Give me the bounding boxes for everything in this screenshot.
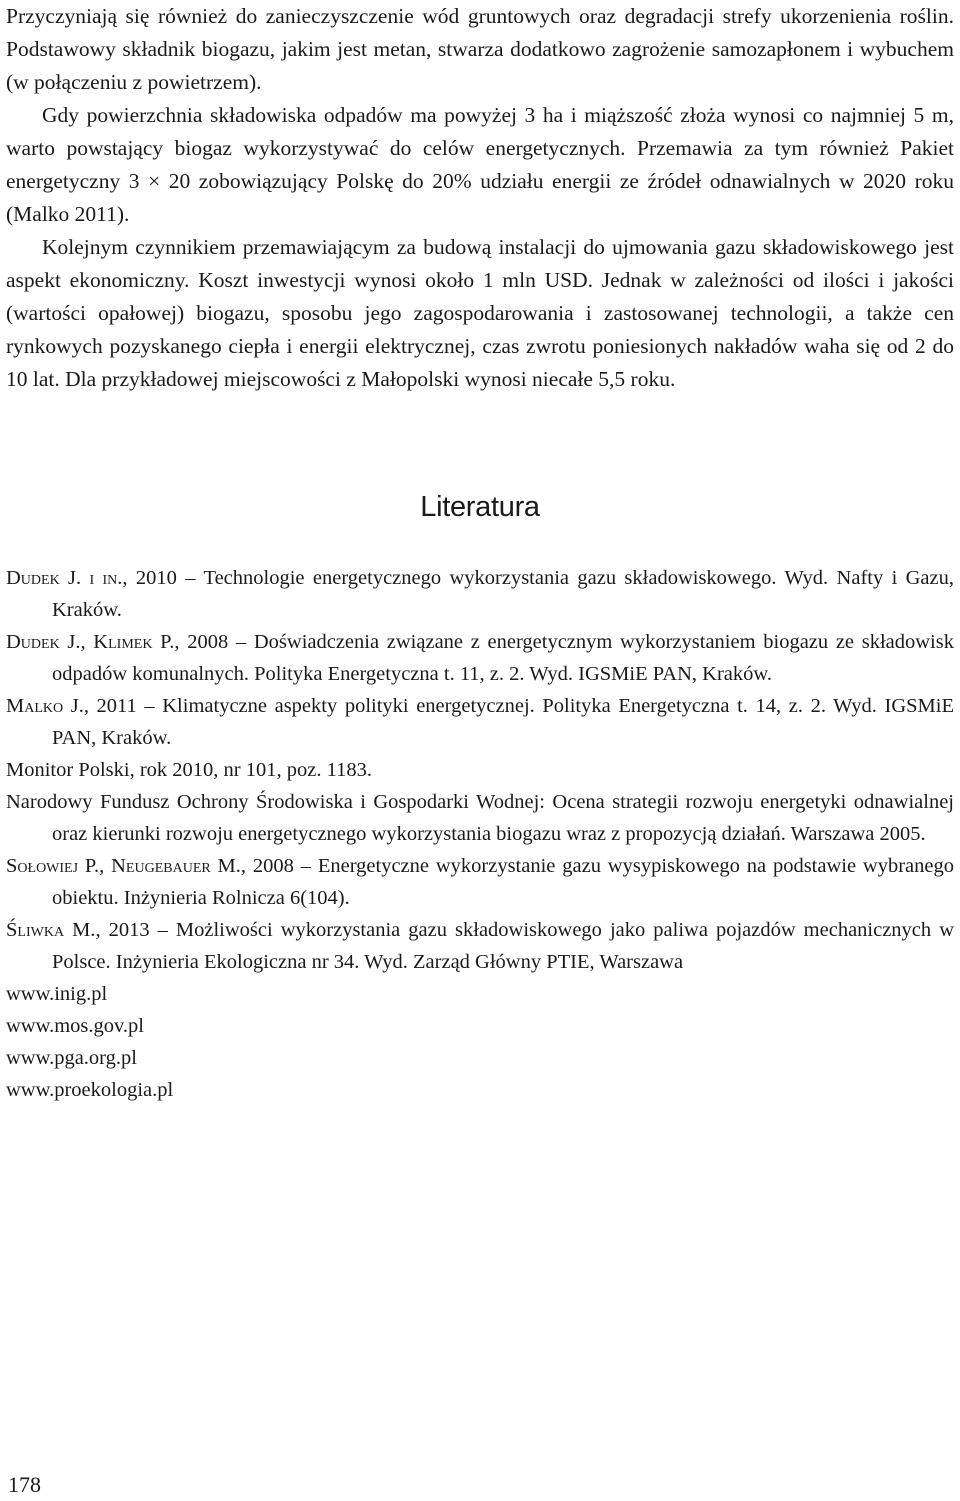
reference-item [6, 850, 954, 914]
paragraph: Przyczyniają się również do zanieczyszczenie wód gruntowych oraz degradacji strefy ukorzenienia roślin. Podstawowy składnik biogazu, jakim jest metan, stwarza dodatkowo zagrożenie samozapłonem i wybuchem (w połączeniu z powietrzem). [6, 4, 954, 94]
reference-item [6, 690, 954, 754]
reference-text: Monitor Polski, rok 2010, nr 101, poz. 1183. [6, 759, 372, 781]
paragraph: Kolejnym czynnikiem przemawiającym za budową instalacji do ujmowania gazu składowiskowego jest aspekt ekonomiczny. Koszt inwestycji wynosi około 1 mln USD. Jednak w zależności od ilości i jakości (wartości opałowej) biogazu, sposobu jego zagospodarowania i zastosowanej technologii, a także cen rynkowych pozyskanego ciepła i energii elektrycznej, czas zwrotu poniesionych nakładów waha się od 2 do 10 lat. Dla przykładowej miejscowości z Małopolski wynosi niecałe 5,5 roku. [6, 235, 954, 391]
url-link: www.inig.pl [6, 983, 108, 1005]
section-heading: Literatura [420, 491, 540, 523]
reference-item [6, 914, 954, 978]
reference-item [6, 786, 954, 850]
reference-text: Narodowy Fundusz Ochrony Środowiska i Gospodarki Wodnej: Ocena strategii rozwoju energetyki odnawialnej oraz kierunki rozwoju energetycznego wykorzystania biogazu wraz z propozycją działań. Warszawa 2005. [6, 791, 954, 845]
page-number: 178 [8, 1472, 41, 1497]
reference-text: , 2011 – Klimatyczne aspekty polityki energetycznej. Polityka Energetyczna t. 14, z. 2. Wyd. IGSMiE PAN, Kraków. [52, 695, 955, 749]
reference-text: , 2013 – Możliwości wykorzystania gazu składowiskowego jako paliwa pojazdów mechanicznych w Polsce. Inżynieria Ekologiczna nr 34. Wyd. Zarząd Główny PTIE, Warszawa [52, 919, 954, 973]
reference-text: , 2008 – Energetyczne wykorzystanie gazu wysypiskowego na podstawie wybranego obiektu. Inżynieria Rolnicza 6(104). [52, 855, 954, 909]
reference-item [6, 562, 954, 626]
reference-list [6, 562, 954, 1106]
reference-author: Malko J. [6, 695, 84, 717]
reference-author: Sołowiej P., Neugebauer M. [6, 855, 241, 877]
url-link: www.pga.org.pl [6, 1047, 137, 1069]
url-link: www.mos.gov.pl [6, 1015, 144, 1037]
reference-item [6, 754, 954, 786]
reference-item [6, 626, 954, 690]
reference-author: Dudek J. i in. [6, 567, 123, 589]
reference-author: Śliwka M. [6, 919, 96, 941]
body-text [6, 0, 954, 396]
paragraph: Gdy powierzchnia składowiska odpadów ma powyżej 3 ha i miąższość złoża wynosi co najmniej 5 m, warto powstający biogaz wykorzystywać do celów energetycznych. Przemawia za tym również Pakiet energetyczny 3 × 20 zobowiązujący Polskę do 20% udziału energii ze źródeł odnawialnych w 2020 roku (Malko 2011). [6, 103, 954, 226]
reference-author: Dudek J., Klimek P. [6, 631, 175, 653]
url-link: www.proekologia.pl [6, 1079, 174, 1101]
reference-text: , 2008 – Doświadczenia związane z energetycznym wykorzystaniem biogazu ze składowisk odpadów komunalnych. Polityka Energetyczna t. 11, z. 2. Wyd. IGSMiE PAN, Kraków. [52, 631, 954, 685]
page [6, 0, 955, 1101]
reference-text: , 2010 – Technologie energetycznego wykorzystania gazu składowiskowego. Wyd. Nafty i Gazu, Kraków. [52, 567, 954, 621]
